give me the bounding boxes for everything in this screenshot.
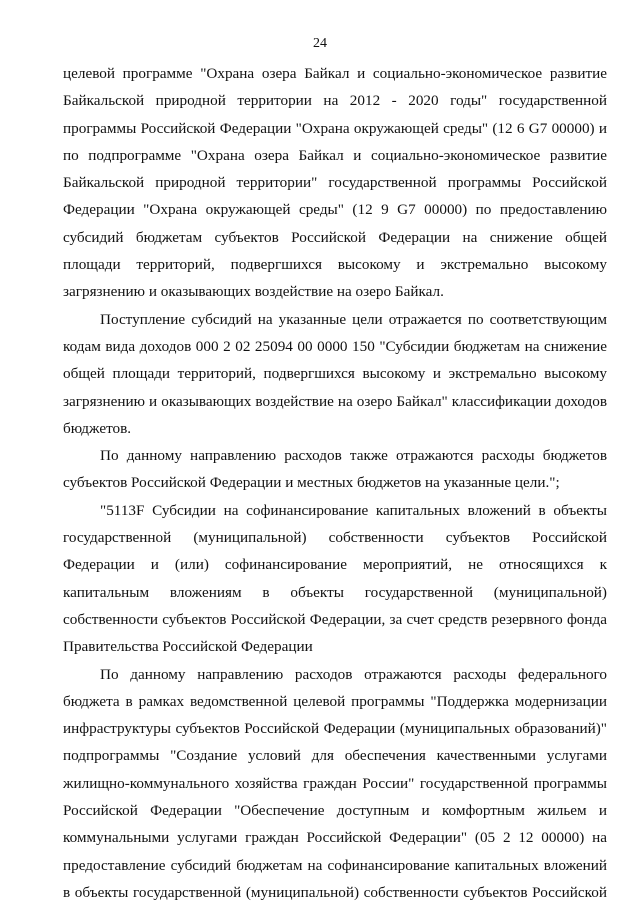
paragraph-federal-expenses: По данному направлению расходов отражаются расходы федерального бюджета в рамках ведомственной целевой программы "Поддержка модернизации инфраструктуры субъектов Российской Федерации (муниципальных образований)" подпрограммы "Создание условий для обеспечения качественными услугами жилищно-коммунального хозяйства граждан России" государственной программы Российской Федерации "Обеспечение доступным и комфортным жильем и коммунальными услугами граждан Российской Федерации" (05 2 12 00000) на предоставление субсидий бюджетам на софинансирование капитальных вложений в объекты государственной (муниципальной) собственности субъектов Российской bbox=[63, 665, 607, 901]
paragraph-revenue-receipt: Поступление субсидий на указанные цели отражается по соответствующим кодам вида доходов 000 2 02 25094 00 0000 150 "Субсидии бюджетам на снижение общей площади территорий, подвергшихся высокому и экстремально высокому загрязнению и оказывающих воздействие на озеро Байкал" классификации доходов бюджетов. bbox=[63, 310, 607, 437]
paragraph-regional-expenses: По данному направлению расходов также отражаются расходы бюджетов субъектов Российской Федерации и местных бюджетов на указанные цели."; bbox=[63, 447, 607, 492]
paragraph-continuation: целевой программе "Охрана озера Байкал и социально-экономическое развитие Байкальской природной территории на 2012 - 2020 годы" государственной программы Российской Федерации "Охрана окружающей среды" (12 6 G7 00000) и по подпрограмме "Охрана озера Байкал и социально-экономическое развитие Байкальской природной территории" государственной программы Российской Федерации "Охрана окружающей среды" (12 9 G7 00000) по предоставлению субсидий бюджетам субъектов Российской Федерации на снижение общей площади территорий, подвергшихся высокому и экстремально высокому загрязнению и оказывающих воздействие на озеро Байкал. bbox=[63, 65, 607, 301]
paragraph-code-5113f: "5113F Субсидии на софинансирование капитальных вложений в объекты государственной (муниципальной) собственности субъектов Российской Федерации и (или) софинансирование мероприятий, не относящихся к капитальным вложениям в объекты государственной (муниципальной) собственности субъектов Российской Федерации, за счет средств резервного фонда Правительства Российской Федерации bbox=[63, 501, 607, 656]
page-number: 24 bbox=[313, 36, 327, 51]
document-body bbox=[63, 60, 607, 906]
